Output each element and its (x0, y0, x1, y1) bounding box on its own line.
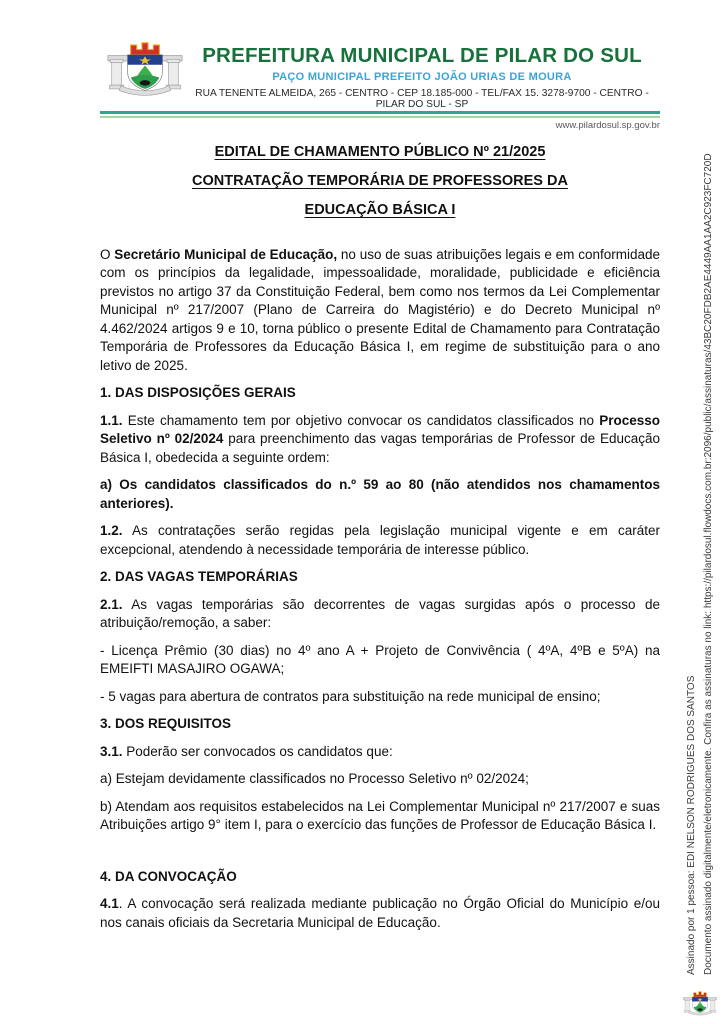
signature-sidebar-line-1: Assinado por 1 pessoa: EDI NELSON RODRIGUES DOS SANTOS (686, 675, 697, 975)
letterhead (100, 36, 660, 110)
paragraph: 1.2. As contratações serão regidas pela legislação municipal vigente e em caráter excepcional, atendendo à necessidade temporária de interesse público. (100, 523, 660, 557)
section-heading: 2. DAS VAGAS TEMPORÁRIAS (100, 569, 298, 585)
section-heading: 1. DAS DISPOSIÇÕES GERAIS (100, 385, 296, 401)
document-title-line-1: EDITAL DE CHAMAMENTO PÚBLICO Nº 21/2025 (214, 143, 546, 160)
paragraph: a) Estejam devidamente classificados no Processo Seletivo nº 02/2024; (100, 771, 529, 787)
paragraph: O Secretário Municipal de Educação, no uso de suas atribuições legais e em conformidade com os princípios da legalidade, impessoalidade, moralidade, publicidade e eficiência previstos no artigo 37 da Constituição Federal, bem como nos termos da Lei Complementar Municipal nº 217/2007 (Plano de Carreira do Magistério) e do Decreto Municipal nº 4.462/2024 artigos 9 e 10, torna público o presente Edital de Chamamento para Contratação Temporária de Professores da Educação Básica I, em regime de substituição para o ano letivo de 2025. (100, 246, 660, 373)
paragraph: - 5 vagas para abertura de contratos para substituição na rede municipal de ensino; (100, 688, 601, 704)
page-content (100, 36, 660, 941)
signature-sidebar-line-2: Documento assinado digitalmente/eletronicamente. Confira as assinaturas no link: https://pilardosul.flowdocs.com.br:2096/public/assinaturas/43BC20FDB2AE4449AA1AA2C923FC720D (703, 153, 714, 975)
org-website: www.pilardosul.sp.gov.br (555, 119, 660, 131)
header-rule-bottom (100, 116, 660, 118)
header-rule-top (100, 111, 660, 114)
municipal-coat-of-arms-icon (106, 36, 184, 98)
org-subtitle: PAÇO MUNICIPAL PREFEITO JOÃO URIAS DE MOURA (272, 70, 572, 83)
section-heading: 4. DA CONVOCAÇÃO (100, 868, 237, 884)
org-address: RUA TENENTE ALMEIDA, 265 - CENTRO - CEP 18.185-000 - TEL/FAX 15. 3278-9700 - CENTRO - PILAR DO SUL - SP (195, 87, 649, 110)
org-title: PREFEITURA MUNICIPAL DE PILAR DO SUL (202, 44, 642, 67)
document-title (100, 138, 660, 225)
paragraph: 4.1. A convocação será realizada mediante publicação no Órgão Oficial do Município e/ou nos canais oficiais da Secretaria Municipal de Educação. (100, 896, 660, 930)
paragraph: a) Os candidatos classificados do n.º 59 ao 80 (não atendidos nos chamamentos anteriores). (100, 477, 660, 511)
paragraph: - Licença Prêmio (30 dias) no 4º ano A + Projeto de Convivência ( 4ºA, 4ºB e 5ºA) na EMEIFTI MASAJIRO OGAWA; (100, 642, 660, 677)
footer-coat-of-arms-icon (683, 982, 717, 1023)
document-title-line-3: EDUCAÇÃO BÁSICA I (304, 201, 456, 218)
paragraph: b) Atendam aos requisitos estabelecidos na Lei Complementar Municipal nº 217/2007 e suas Atribuições artigo 9° item I, para o exercício das funções de Professor de Educação Básica I. (100, 798, 660, 833)
document-body (100, 246, 660, 933)
paragraph: 2.1. As vagas temporárias são decorrentes de vagas surgidas após o processo de atribuição/remoção, a saber: (100, 596, 660, 631)
letterhead-text (184, 36, 660, 110)
paragraph: 1.1. Este chamamento tem por objetivo convocar os candidatos classificados no Processo Seletivo nº 02/2024 para preenchimento das vagas temporárias de Professor de Educação Básica I, obedecida a seguinte ordem: (100, 412, 661, 465)
section-heading: 3. DOS REQUISITOS (100, 716, 232, 732)
paragraph: 3.1. Poderão ser convocados os candidatos que: (100, 743, 393, 759)
document-title-line-2: CONTRATAÇÃO TEMPORÁRIA DE PROFESSORES DA (192, 172, 568, 189)
